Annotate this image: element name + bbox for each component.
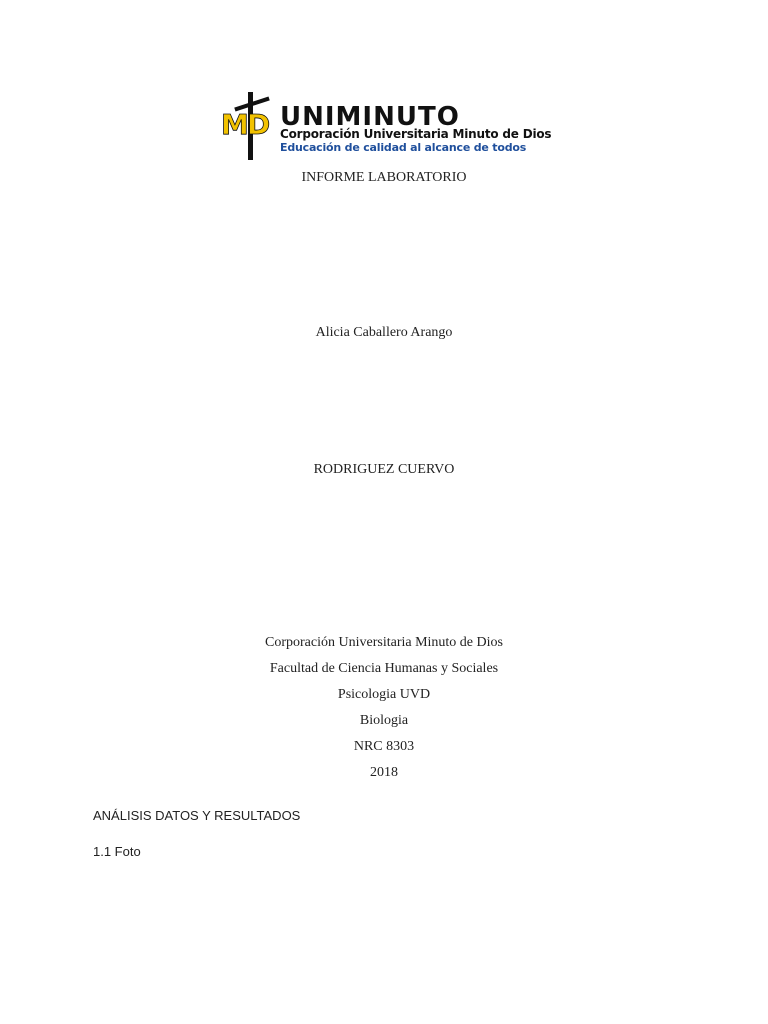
program-name: Psicologia UVD — [337, 687, 431, 702]
year: 2018 — [370, 765, 398, 780]
section-heading: ANÁLISIS DATOS Y RESULTADOS — [93, 808, 301, 823]
logo-tagline: Educación de calidad al alcance de todos — [280, 141, 527, 154]
subsection-heading: 1.1 Foto — [93, 844, 141, 859]
course-name: Biologia — [359, 713, 409, 728]
nrc-code: NRC 8303 — [353, 739, 415, 754]
svg-text:D: D — [247, 108, 271, 141]
uniminuto-logo — [220, 92, 552, 162]
logo-wordmark: UNIMINUTO — [280, 102, 460, 132]
logo-subtitle: Corporación Universitaria Minuto de Dios — [280, 127, 552, 141]
author-name: Alicia Caballero Arango — [315, 325, 453, 340]
report-title: INFORME LABORATORIO — [301, 170, 467, 185]
teacher-name: RODRIGUEZ CUERVO — [313, 462, 455, 477]
faculty-name: Facultad de Ciencia Humanas y Sociales — [269, 661, 499, 676]
svg-text:M: M — [221, 108, 249, 141]
institution-name: Corporación Universitaria Minuto de Dios — [265, 635, 503, 650]
md-cross-emblem-icon — [220, 92, 284, 162]
